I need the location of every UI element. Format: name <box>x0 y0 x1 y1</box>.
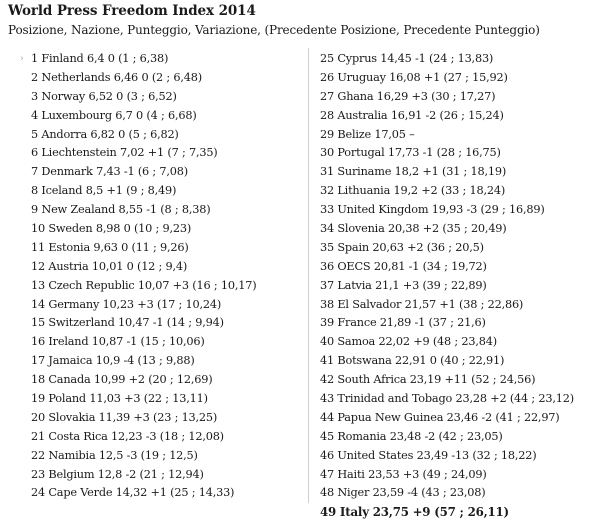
ranking-entry: 13 Czech Republic 10,07 +3 (16 ; 10,17) <box>31 278 257 292</box>
ranking-entry: 48 Niger 23,59 -4 (43 ; 23,08) <box>320 486 486 500</box>
ranking-entry: 11 Estonia 9,63 0 (11 ; 9,26) <box>31 240 189 254</box>
ranking-columns <box>8 45 596 520</box>
page-title: World Press Freedom Index 2014 <box>8 3 256 19</box>
ranking-entry: 5 Andorra 6,82 0 (5 ; 6,82) <box>31 127 179 141</box>
bullet-icon: › <box>20 54 24 64</box>
ranking-entry: 16 Ireland 10,87 -1 (15 ; 10,06) <box>31 335 205 349</box>
ranking-entry: 15 Switzerland 10,47 -1 (14 ; 9,94) <box>31 316 224 330</box>
ranking-entry: 35 Spain 20,63 +2 (36 ; 20,5) <box>320 240 484 254</box>
ranking-entry: 34 Slovenia 20,38 +2 (35 ; 20,49) <box>320 222 507 236</box>
ranking-entry: 18 Canada 10,99 +2 (20 ; 12,69) <box>31 373 213 387</box>
ranking-entry: 4 Luxembourg 6,7 0 (4 ; 6,68) <box>31 108 197 122</box>
ranking-entry: 46 United States 23,49 -13 (32 ; 18,22) <box>320 448 537 462</box>
ranking-entry: 2 Netherlands 6,46 0 (2 ; 6,48) <box>31 70 202 84</box>
ranking-entry: 37 Latvia 21,1 +3 (39 ; 22,89) <box>320 278 487 292</box>
ranking-entry: 3 Norway 6,52 0 (3 ; 6,52) <box>31 89 177 103</box>
ranking-entry: 27 Ghana 16,29 +3 (30 ; 17,27) <box>320 89 496 103</box>
ranking-entry: 32 Lithuania 19,2 +2 (33 ; 18,24) <box>320 184 506 198</box>
ranking-entry: 24 Cape Verde 14,32 +1 (25 ; 14,33) <box>31 486 235 500</box>
ranking-entry: 31 Suriname 18,2 +1 (31 ; 18,19) <box>320 165 507 179</box>
ranking-entry: 28 Australia 16,91 -2 (26 ; 15,24) <box>320 108 504 122</box>
ranking-entry: 39 France 21,89 -1 (37 ; 21,6) <box>320 316 486 330</box>
ranking-entry: 20 Slovakia 11,39 +3 (23 ; 13,25) <box>31 410 218 424</box>
ranking-entry: 8 Iceland 8,5 +1 (9 ; 8,49) <box>31 184 177 198</box>
ranking-entry: 14 Germany 10,23 +3 (17 ; 10,24) <box>31 297 222 311</box>
column-divider <box>308 48 309 503</box>
ranking-entry: 22 Namibia 12,5 -3 (19 ; 12,5) <box>31 448 198 462</box>
ranking-entry: 38 El Salvador 21,57 +1 (38 ; 22,86) <box>320 297 524 311</box>
ranking-entry: 17 Jamaica 10,9 -4 (13 ; 9,88) <box>31 354 195 368</box>
ranking-list-left <box>8 50 298 503</box>
ranking-entry: 36 OECS 20,81 -1 (34 ; 19,72) <box>320 259 487 273</box>
ranking-entry: 41 Botswana 22,91 0 (40 ; 22,91) <box>320 354 505 368</box>
ranking-entry: 19 Poland 11,03 +3 (22 ; 13,11) <box>31 392 208 406</box>
ranking-entry: 9 New Zealand 8,55 -1 (8 ; 8,38) <box>31 203 211 217</box>
ranking-entry: 21 Costa Rica 12,23 -3 (18 ; 12,08) <box>31 429 224 443</box>
page-subtitle: Posizione, Nazione, Punteggio, Variazione, (Precedente Posizione, Precedente Punteggio) <box>8 23 540 37</box>
ranking-entry: 42 South Africa 23,19 +11 (52 ; 24,56) <box>320 373 536 387</box>
ranking-entry: 47 Haiti 23,53 +3 (49 ; 24,09) <box>320 467 487 481</box>
ranking-entry: 23 Belgium 12,8 -2 (21 ; 12,94) <box>31 467 204 481</box>
ranking-entry: 30 Portugal 17,73 -1 (28 ; 16,75) <box>320 146 501 160</box>
ranking-entry: 1 Finland 6,4 0 (1 ; 6,38) <box>31 52 169 65</box>
ranking-entry: 7 Denmark 7,43 -1 (6 ; 7,08) <box>31 165 188 179</box>
ranking-entry-highlighted: 49 Italy 23,75 +9 (57 ; 26,11) <box>320 505 509 520</box>
ranking-entry: 10 Sweden 8,98 0 (10 ; 9,23) <box>31 222 192 236</box>
ranking-entry: 29 Belize 17,05 – <box>320 127 415 141</box>
ranking-entry: 33 United Kingdom 19,93 -3 (29 ; 16,89) <box>320 203 545 217</box>
ranking-entry: 44 Papua New Guinea 23,46 -2 (41 ; 22,97) <box>320 410 560 424</box>
ranking-list-right <box>314 50 596 522</box>
ranking-entry: 26 Uruguay 16,08 +1 (27 ; 15,92) <box>320 70 508 84</box>
ranking-entry: 12 Austria 10,01 0 (12 ; 9,4) <box>31 259 188 273</box>
ranking-entry: 6 Liechtenstein 7,02 +1 (7 ; 7,35) <box>31 146 218 160</box>
ranking-entry: 25 Cyprus 14,45 -1 (24 ; 13,83) <box>320 52 494 65</box>
ranking-entry: 43 Trinidad and Tobago 23,28 +2 (44 ; 23,12) <box>320 392 574 406</box>
ranking-entry: 40 Samoa 22,02 +9 (48 ; 23,84) <box>320 335 497 349</box>
ranking-entry: 45 Romania 23,48 -2 (42 ; 23,05) <box>320 429 503 443</box>
